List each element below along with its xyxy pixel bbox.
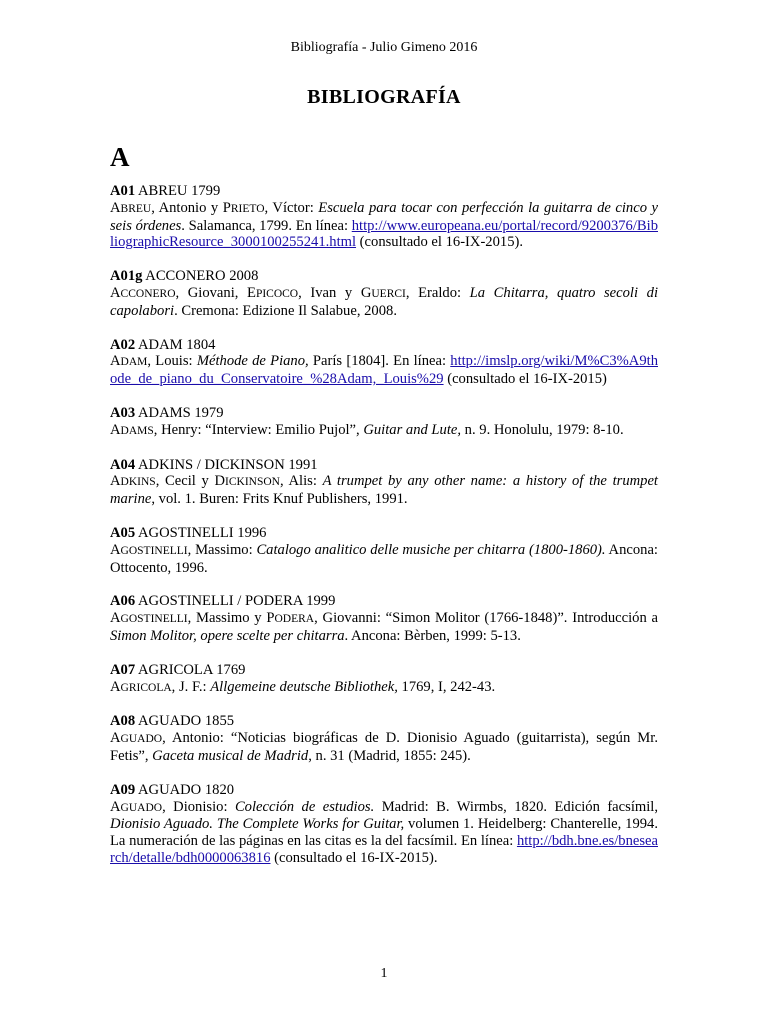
- entry-code: A05: [110, 524, 136, 541]
- author-name: ADKINS: [110, 473, 156, 490]
- entry-heading: [110, 662, 658, 679]
- entry-label: ADAM 1804: [137, 336, 216, 353]
- section-letter: A: [110, 142, 130, 172]
- entry-label: AGUADO 1820: [137, 781, 235, 798]
- entry-heading: [110, 183, 658, 200]
- author-name: AGOSTINELLI: [110, 541, 188, 558]
- entry-heading: [110, 268, 658, 285]
- author-name: AGOSTINELLI: [110, 610, 188, 627]
- entry-code: A07: [110, 661, 136, 678]
- entry-label: ADAMS 1979: [137, 404, 224, 421]
- entry-label: AGUADO 1855: [137, 713, 235, 730]
- author-name: ACCONERO: [110, 284, 176, 301]
- entry-citation: ADKINS, Cecil y DICKINSON, Alis: A trumpet by any other name: a history of the trumpet marine, vol. 1. Buren: Frits Knuf Publishers, 1991.: [110, 473, 658, 508]
- page-number: 1: [380, 966, 388, 981]
- author-name: AGUADO: [110, 798, 163, 815]
- entry-label: ABREU 1799: [137, 183, 221, 199]
- entry-heading: [110, 593, 658, 610]
- work-title: Gaceta musical de Madrid: [152, 747, 309, 764]
- entry-citation: ADAM, Louis: Méthode de Piano, París [1804]. En línea: http://imslp.org/wiki/M%C3%A9thode_de_piano_du_Conservatoire_%28Adam,_Louis%29 (consultado el 16-IX-2015): [110, 353, 658, 388]
- author-name: ADAMS: [110, 421, 154, 438]
- work-title: Guitar and Lute,: [363, 421, 462, 438]
- bibliography-entry: [110, 183, 658, 251]
- bibliography-entry: [110, 662, 658, 697]
- bibliography-entry: [110, 593, 658, 644]
- entry-citation: AGOSTINELLI, Massimo: Catalogo analitico delle musiche per chitarra (1800-1860). Ancona: Ottocento, 1996.: [110, 541, 658, 576]
- entry-label: ACCONERO 2008: [145, 268, 259, 285]
- entry-code: A09: [110, 781, 136, 798]
- entry-code: A04: [110, 456, 136, 473]
- work-title: Catalogo analitico delle musiche per chitarra (1800-1860).: [256, 541, 606, 558]
- entry-label: AGOSTINELLI 1996: [137, 524, 267, 541]
- bibliography-entry: [110, 337, 658, 388]
- author-name: PRIETO: [222, 199, 265, 216]
- entry-heading: [110, 457, 658, 474]
- entry-heading: [110, 713, 658, 730]
- bibliography-entry: [110, 268, 658, 319]
- work-title: Dionisio Aguado. The Complete Works for Guitar,: [110, 816, 405, 833]
- entry-code: A01: [110, 183, 136, 199]
- bibliography-entry: [110, 405, 658, 440]
- bibliography-entry: [110, 525, 658, 576]
- entry-citation: AGRICOLA, J. F.: Allgemeine deutsche Bibliothek, 1769, I, 242-43.: [110, 678, 496, 695]
- page-title: BIBLIOGRAFÍA: [307, 86, 461, 108]
- entry-code: A01g: [110, 268, 143, 285]
- entry-label: AGRICOLA 1769: [137, 661, 246, 678]
- external-link[interactable]: http://www.europeana.eu/portal/record/9200376/BibliographicResource_3000100255241.html: [110, 217, 658, 251]
- entry-heading: [110, 405, 658, 422]
- author-name: GUERCI: [360, 284, 406, 301]
- entry-heading: [110, 525, 658, 542]
- running-header: Bibliografía - Julio Gimeno 2016: [290, 40, 478, 55]
- bibliography-entry: [110, 782, 658, 867]
- bibliography-entry: [110, 457, 658, 508]
- entry-citation: ACCONERO, Giovani, EPICOCO, Ivan y GUERCI, Eraldo: La Chitarra, quatro secoli di capolabori. Cremona: Edizione Il Salabue, 2008.: [110, 284, 658, 319]
- work-title: Allgemeine deutsche Bibliothek,: [210, 678, 398, 695]
- author-name: AGUADO: [110, 730, 163, 747]
- entry-citation: AGOSTINELLI, Massimo y PODERA, Giovanni: “Simon Molitor (1766-1848)”. Introducción a Simon Molitor, opere scelte per chitarra. Ancona: Bèrben, 1999: 5-13.: [110, 610, 659, 644]
- entry-label: ADKINS / DICKINSON 1991: [137, 456, 318, 473]
- entry-citation: AGUADO, Dionisio: Colección de estudios. Madrid: B. Wirmbs, 1820. Edición facsímil, Dionisio Aguado. The Complete Works for Guitar, volumen 1. Heidelberg: Chanterelle, 1994. La numeración de las páginas en las citas es la del facsímil. En línea: http://bdh.bne.es/bnesearch/detalle/bdh0000063816 (consultado el 16-IX-2015).: [110, 798, 658, 866]
- entry-label: AGOSTINELLI / PODERA 1999: [137, 593, 336, 610]
- external-link[interactable]: http://imslp.org/wiki/M%C3%A9thode_de_piano_du_Conservatoire_%28Adam,_Louis%29: [110, 353, 658, 388]
- entry-heading: [110, 782, 658, 799]
- entry-code: A08: [110, 713, 136, 730]
- entry-code: A06: [110, 593, 136, 610]
- author-name: ADAM: [110, 353, 148, 370]
- entry-citation: ADAMS, Henry: “Interview: Emilio Pujol”, Guitar and Lute, n. 9. Honolulu, 1979: 8-10.: [110, 421, 624, 438]
- work-title: La Chitarra, quatro secoli di capolabori: [110, 284, 658, 319]
- entry-citation: ABREU, Antonio y PRIETO, Víctor: Escuela para tocar con perfección la guitarra de cinco y seis órdenes. Salamanca, 1799. En línea: http://www.europeana.eu/portal/record/9200376/BibliographicResource_3000100255241.html (consultado el 16-IX-2015).: [110, 199, 658, 251]
- entry-code: A02: [110, 336, 136, 353]
- entry-heading: [110, 337, 658, 354]
- work-title: A trumpet by any other name: a history of the trumpet marine: [110, 473, 658, 508]
- author-name: PODERA: [266, 610, 315, 627]
- work-title: Simon Molitor, opere scelte per chitarra: [110, 627, 345, 644]
- work-title: Escuela para tocar con perfección la guitarra de cinco y seis órdenes: [110, 199, 658, 234]
- entry-code: A03: [110, 404, 136, 421]
- author-name: DICKINSON: [214, 473, 280, 490]
- entry-citation: AGUADO, Antonio: “Noticias biográficas de D. Dionisio Aguado (guitarrista), según Mr. Fetis”, Gaceta musical de Madrid, n. 31 (Madrid, 1855: 245).: [110, 730, 658, 764]
- work-title: Méthode de Piano,: [196, 353, 309, 370]
- author-name: EPICOCO: [247, 284, 299, 301]
- external-link[interactable]: http://bdh.bne.es/bnesearch/detalle/bdh0000063816: [110, 833, 658, 866]
- bibliography-list: [110, 183, 658, 884]
- author-name: AGRICOLA: [110, 678, 172, 695]
- author-name: ABREU: [110, 199, 152, 216]
- bibliography-entry: [110, 713, 658, 764]
- work-title: Colección de estudios.: [234, 798, 375, 815]
